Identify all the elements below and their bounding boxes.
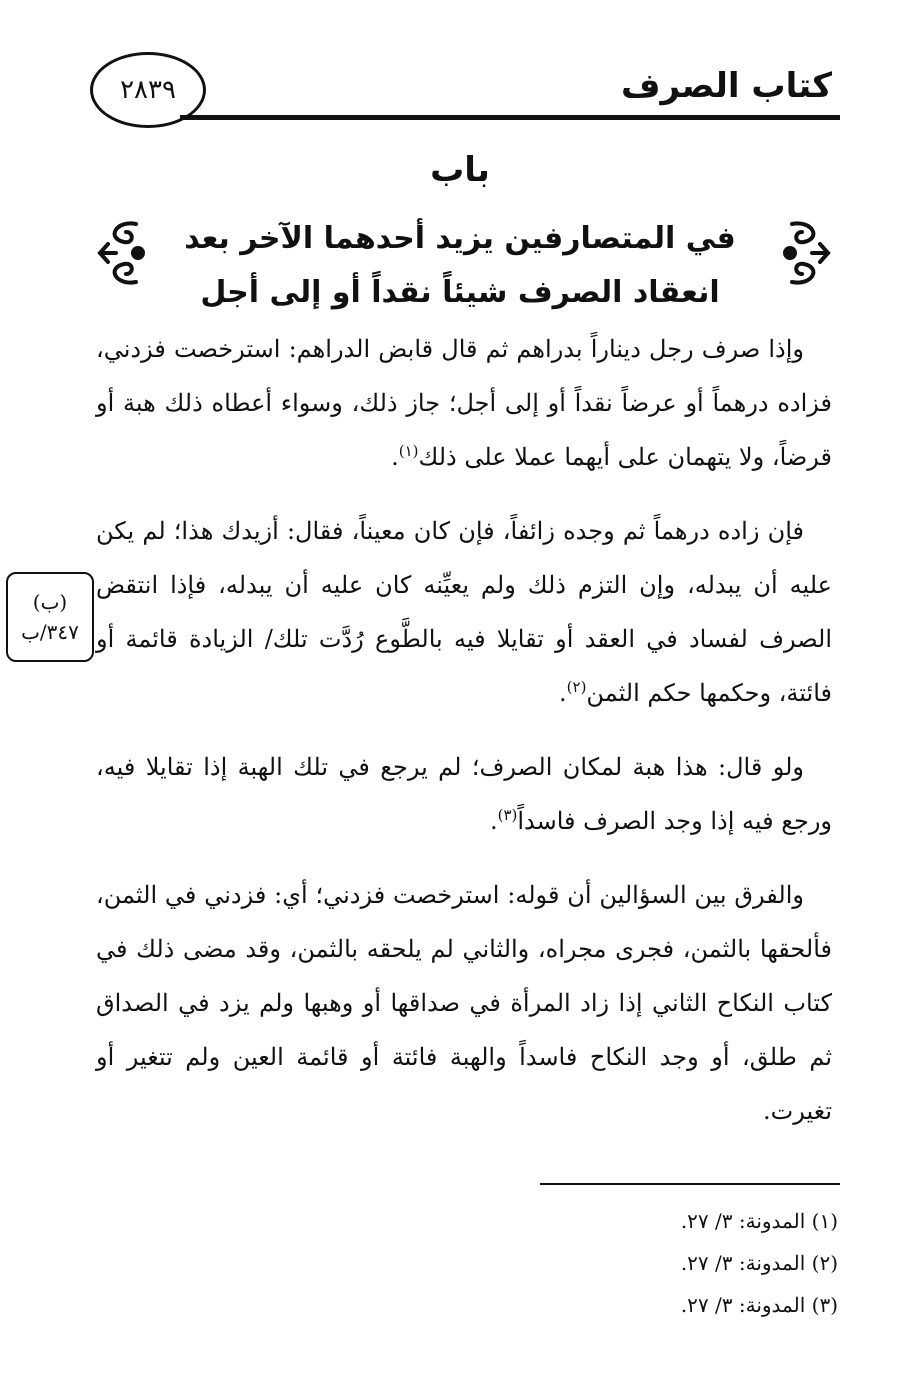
paragraph xyxy=(96,504,832,720)
manuscript-margin-note xyxy=(6,572,94,662)
footnote-ref: (٣) xyxy=(497,806,518,824)
footnote-ref: (٢) xyxy=(566,678,587,696)
paragraph-text: وإذا صرف رجل ديناراً بدراهم ثم قال قابض الدراهم: استرخصت فزدني، فزاده درهماً أو عرضاً نقداً أو إلى أجل؛ جاز ذلك، وسواء أعطاه ذلك هبة أو قرضاً، ولا يتهمان على أيهما عملا على ذلك xyxy=(96,335,832,471)
footnote-ref: (١) xyxy=(398,442,419,460)
body-text xyxy=(96,322,832,1158)
paragraph xyxy=(96,740,832,848)
page-number: ٢٨٣٩ xyxy=(90,52,206,128)
paragraph-text: ولو قال: هذا هبة لمكان الصرف؛ لم يرجع في تلك الهبة إذا تقايلا فيه، ورجع فيه إذا وجد الصرف فاسداً xyxy=(96,753,832,835)
chapter-title-line: في المتصارفين يزيد أحدهما الآخر بعد xyxy=(184,221,736,256)
paragraph-end: . xyxy=(391,443,399,471)
paragraph-text: فإن زاده درهماً ثم وجده زائفاً، فإن كان معيناً، فقال: أزيدك هذا؛ لم يكن عليه أن يبدله، وإن التزم ذلك ولم يعيِّنه كان عليه أن يبدله، فإذا انتقض الصرف لفساد في العقد أو تقايلا فيه بالطَّوع رُدَّت تلك/ الزيادة قائمة أو فائتة، وحكمها حكم الثمن xyxy=(96,517,832,707)
book-title: كتاب الصرف xyxy=(621,66,832,106)
margin-note-line: ٣٤٧/ب xyxy=(21,620,79,644)
chapter-title xyxy=(170,212,750,320)
header-rule xyxy=(180,115,840,120)
paragraph xyxy=(96,322,832,484)
paragraph-text: والفرق بين السؤالين أن قوله: استرخصت فزدني؛ أي: فزدني في الثمن، فألحقها بالثمن، فجرى مجراه، والثاني لم يلحقه بالثمن، وقد مضى ذلك في كتاب النكاح الثاني إذا زاد المرأة في صداقها أو وهبها ولم يزد في الصداق ثم طلق، أو وجد النكاح فاسداً والهبة فائتة أو قائمة العين ولم تتغير أو تغيرت. xyxy=(96,881,832,1125)
scroll-ornament-icon xyxy=(96,218,156,288)
paragraph-end: . xyxy=(559,679,567,707)
footnote: (١) المدونة: ٣/ ٢٧. xyxy=(680,1209,838,1233)
footnotes xyxy=(300,1200,838,1326)
footnote: (٣) المدونة: ٣/ ٢٧. xyxy=(680,1293,838,1317)
paragraph-end: . xyxy=(489,807,498,835)
scroll-ornament-icon xyxy=(772,218,832,288)
footnote-rule xyxy=(540,1183,840,1185)
chapter-title-line: انعقاد الصرف شيئاً نقداً أو إلى أجل xyxy=(200,275,720,310)
margin-note-line: (ب) xyxy=(32,590,68,614)
paragraph xyxy=(96,868,832,1138)
chapter-label: باب xyxy=(430,150,490,190)
footnote: (٢) المدونة: ٣/ ٢٧. xyxy=(680,1251,838,1275)
